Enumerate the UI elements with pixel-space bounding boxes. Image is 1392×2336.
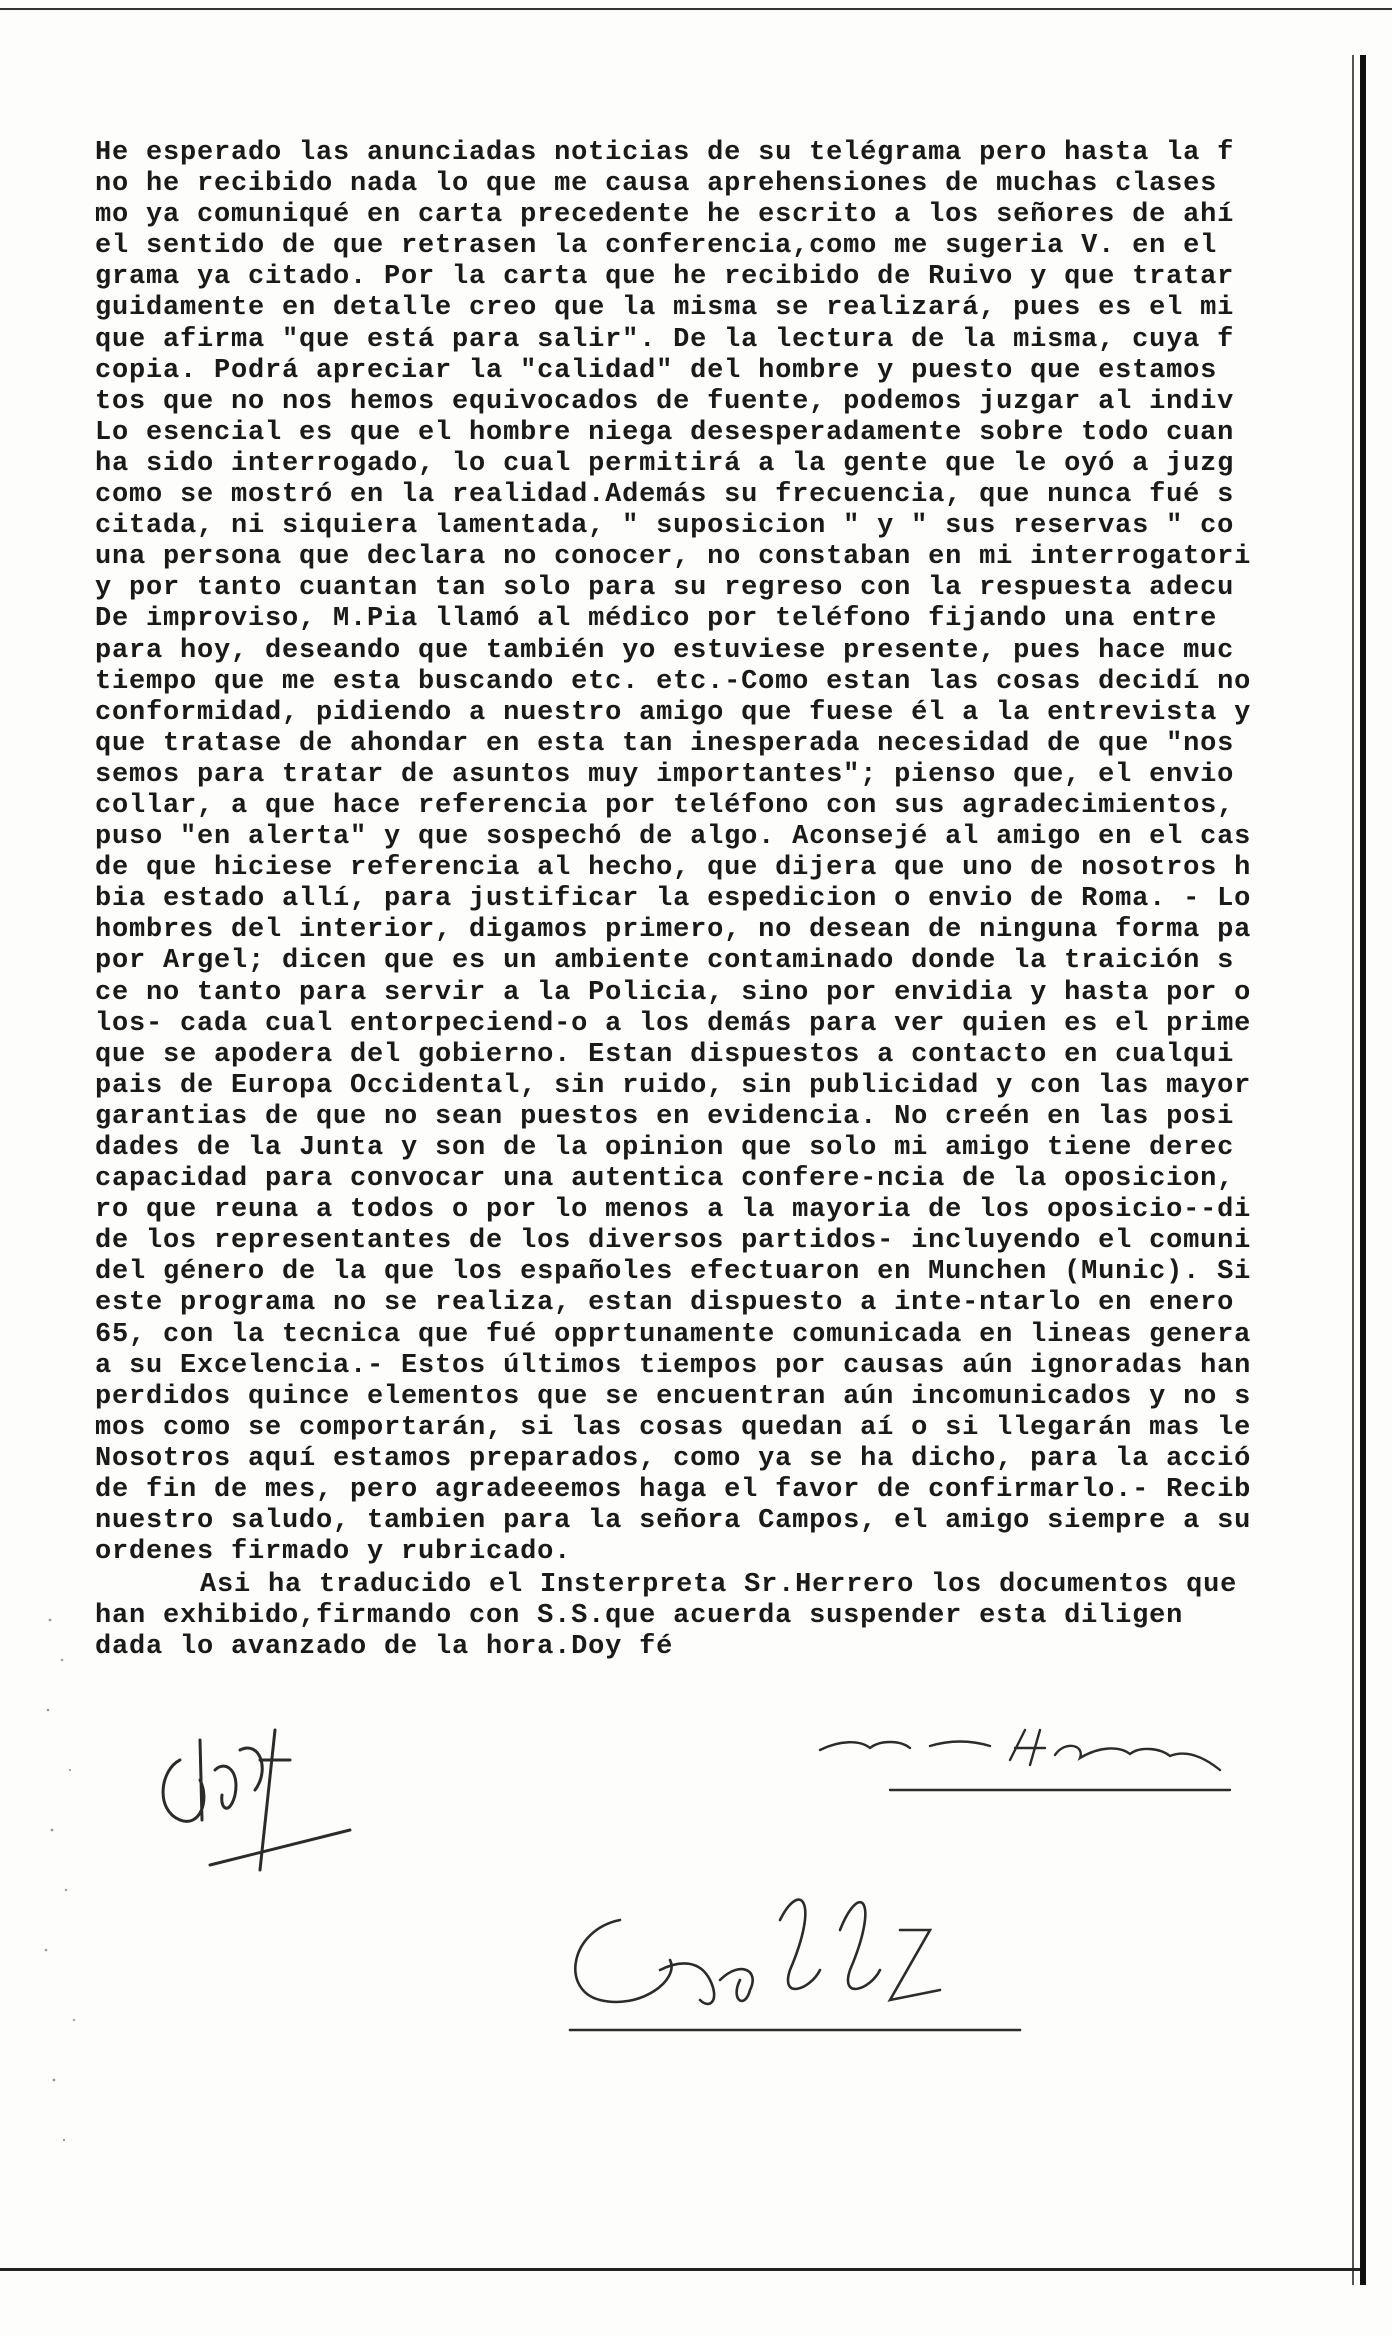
letter-line: los- cada cual entorpeciend-o a los demás para ver quien es el prime [95, 1008, 1252, 1039]
closing-statement [95, 1570, 1357, 1663]
letter-line: mos como se comportarán, si las cosas quedan aí o si llegarán mas le [95, 1412, 1252, 1443]
letter-line: Lo esencial es que el hombre niega desesperadamente sobre todo cuan [95, 417, 1235, 448]
letter-line: para hoy, deseando que también yo estuviese presente, pues hace muc [95, 635, 1235, 666]
signature-center [540, 1860, 1060, 2040]
closing-line: han exhibido,firmando con S.S.que acuerda suspender esta diligen [95, 1601, 1184, 1632]
letter-line: collar, a que hace referencia por teléfono con sus agradecimientos, [95, 790, 1235, 821]
closing-line: Asi ha traducido el Insterpreta Sr.Herrero los documentos que [200, 1570, 1238, 1600]
closing-line: dada lo avanzado de la hora.Doy fé [95, 1632, 674, 1663]
letter-body [95, 138, 1357, 1568]
letter-line: puso "en alerta" y que sospechó de algo. Aconsejé al amigo en el cas [95, 822, 1252, 853]
letter-line: una persona que declara no conocer, no constaban en mi interrogatori [95, 542, 1252, 573]
letter-line: mo ya comuniqué en carta precedente he escrito a los señores de ahí [95, 200, 1235, 231]
signature-left [140, 1700, 360, 1880]
letter-line: tiempo que me esta buscando etc. etc.-Como estan las cosas decidí no [95, 666, 1252, 697]
letter-line: ro que reuna a todos o por lo menos a la mayoria de los oposicio--di [95, 1195, 1252, 1226]
letter-line: de los representantes de los diversos partidos- incluyendo el comuni [95, 1226, 1252, 1257]
letter-line: a su Excelencia.- Estos últimos tiempos por causas aún ignoradas han [95, 1350, 1252, 1381]
letter-line: como se mostró en la realidad.Además su frecuencia, que nunca fué s [95, 480, 1235, 511]
margin-specks [40, 1600, 100, 2160]
letter-line: He esperado las anunciadas noticias de su telégrama pero hasta la f [95, 138, 1235, 168]
letter-line: citada, ni siquiera lamentada, " suposicion " y " sus reservas " co [95, 511, 1235, 542]
letter-line: nuestro saludo, tambien para la señora Campos, el amigo siempre a su [95, 1506, 1252, 1537]
letter-line: el sentido de que retrasen la conferencia,como me sugeria V. en el [95, 231, 1218, 262]
top-rule [0, 8, 1392, 10]
letter-line: de fin de mes, pero agradeeemos haga el favor de confirmarlo.- Recib [95, 1475, 1252, 1506]
letter-line: por Argel; dicen que es un ambiente contaminado donde la traición s [95, 946, 1235, 977]
letter-line: copia. Podrá apreciar la "calidad" del hombre y puesto que estamos [95, 355, 1218, 386]
letter-line: capacidad para convocar una autentica confere-ncia de la oposicion, [95, 1164, 1235, 1195]
letter-line: que tratase de ahondar en esta tan inesperada necesidad de que "nos [95, 728, 1235, 759]
letter-line: que se apodera del gobierno. Estan dispuestos a contacto en cualqui [95, 1039, 1235, 1070]
letter-line: guidamente en detalle creo que la misma se realizará, pues es el mi [95, 293, 1235, 324]
letter-line: 65, con la tecnica que fué opprtunamente comunicada en lineas genera [95, 1319, 1252, 1350]
bottom-rule [0, 2268, 1360, 2271]
letter-line: semos para tratar de asuntos muy importantes"; pienso que, el envio [95, 759, 1235, 790]
letter-line: bia estado allí, para justificar la espedicion o envio de Roma. - Lo [95, 884, 1252, 915]
letter-line: Nosotros aquí estamos preparados, como ya se ha dicho, para la acció [95, 1443, 1252, 1474]
letter-line: que afirma "que está para salir". De la lectura de la misma, cuya f [95, 324, 1235, 355]
letter-line: ce no tanto para servir a la Policia, sino por envidia y hasta por o [95, 977, 1252, 1008]
letter-line: este programa no se realiza, estan dispuesto a inte-ntarlo en enero [95, 1288, 1235, 1319]
letter-line: grama ya citado. Por la carta que he recibido de Ruivo y que tratar [95, 262, 1235, 293]
right-edge-bar [1360, 55, 1366, 2285]
letter-line: perdidos quince elementos que se encuentran aún incomunicados y no s [95, 1381, 1252, 1412]
letter-line: y por tanto cuantan tan solo para su regreso con la respuesta adecu [95, 573, 1235, 604]
letter-line: no he recibido nada lo que me causa aprehensiones de muchas clases [95, 169, 1218, 200]
letter-line: de que hiciese referencia al hecho, que dijera que uno de nosotros h [95, 853, 1252, 884]
letter-line: ordenes firmado y rubricado. [95, 1537, 572, 1568]
letter-line: De improviso, M.Pia llamó al médico por teléfono fijando una entre [95, 604, 1218, 635]
letter-line: tos que no nos hemos equivocados de fuente, podemos juzgar al indiv [95, 386, 1235, 417]
letter-line: ha sido interrogado, lo cual permitirá a la gente que le oyó a juzg [95, 448, 1235, 479]
letter-line: hombres del interior, digamos primero, no desean de ninguna forma pa [95, 915, 1252, 946]
letter-line: garantias de que no sean puestos en evidencia. No creén en las posi [95, 1101, 1235, 1132]
signature-interpreter [800, 1710, 1320, 1800]
letter-line: dades de la Junta y son de la opinion que solo mi amigo tiene derec [95, 1133, 1235, 1163]
letter-line: pais de Europa Occidental, sin ruido, sin publicidad y con las mayor [95, 1070, 1252, 1101]
letter-line: del género de la que los españoles efectuaron en Munchen (Munic). Si [95, 1257, 1252, 1288]
letter-line: conformidad, pidiendo a nuestro amigo que fuese él a la entrevista y [95, 697, 1252, 728]
